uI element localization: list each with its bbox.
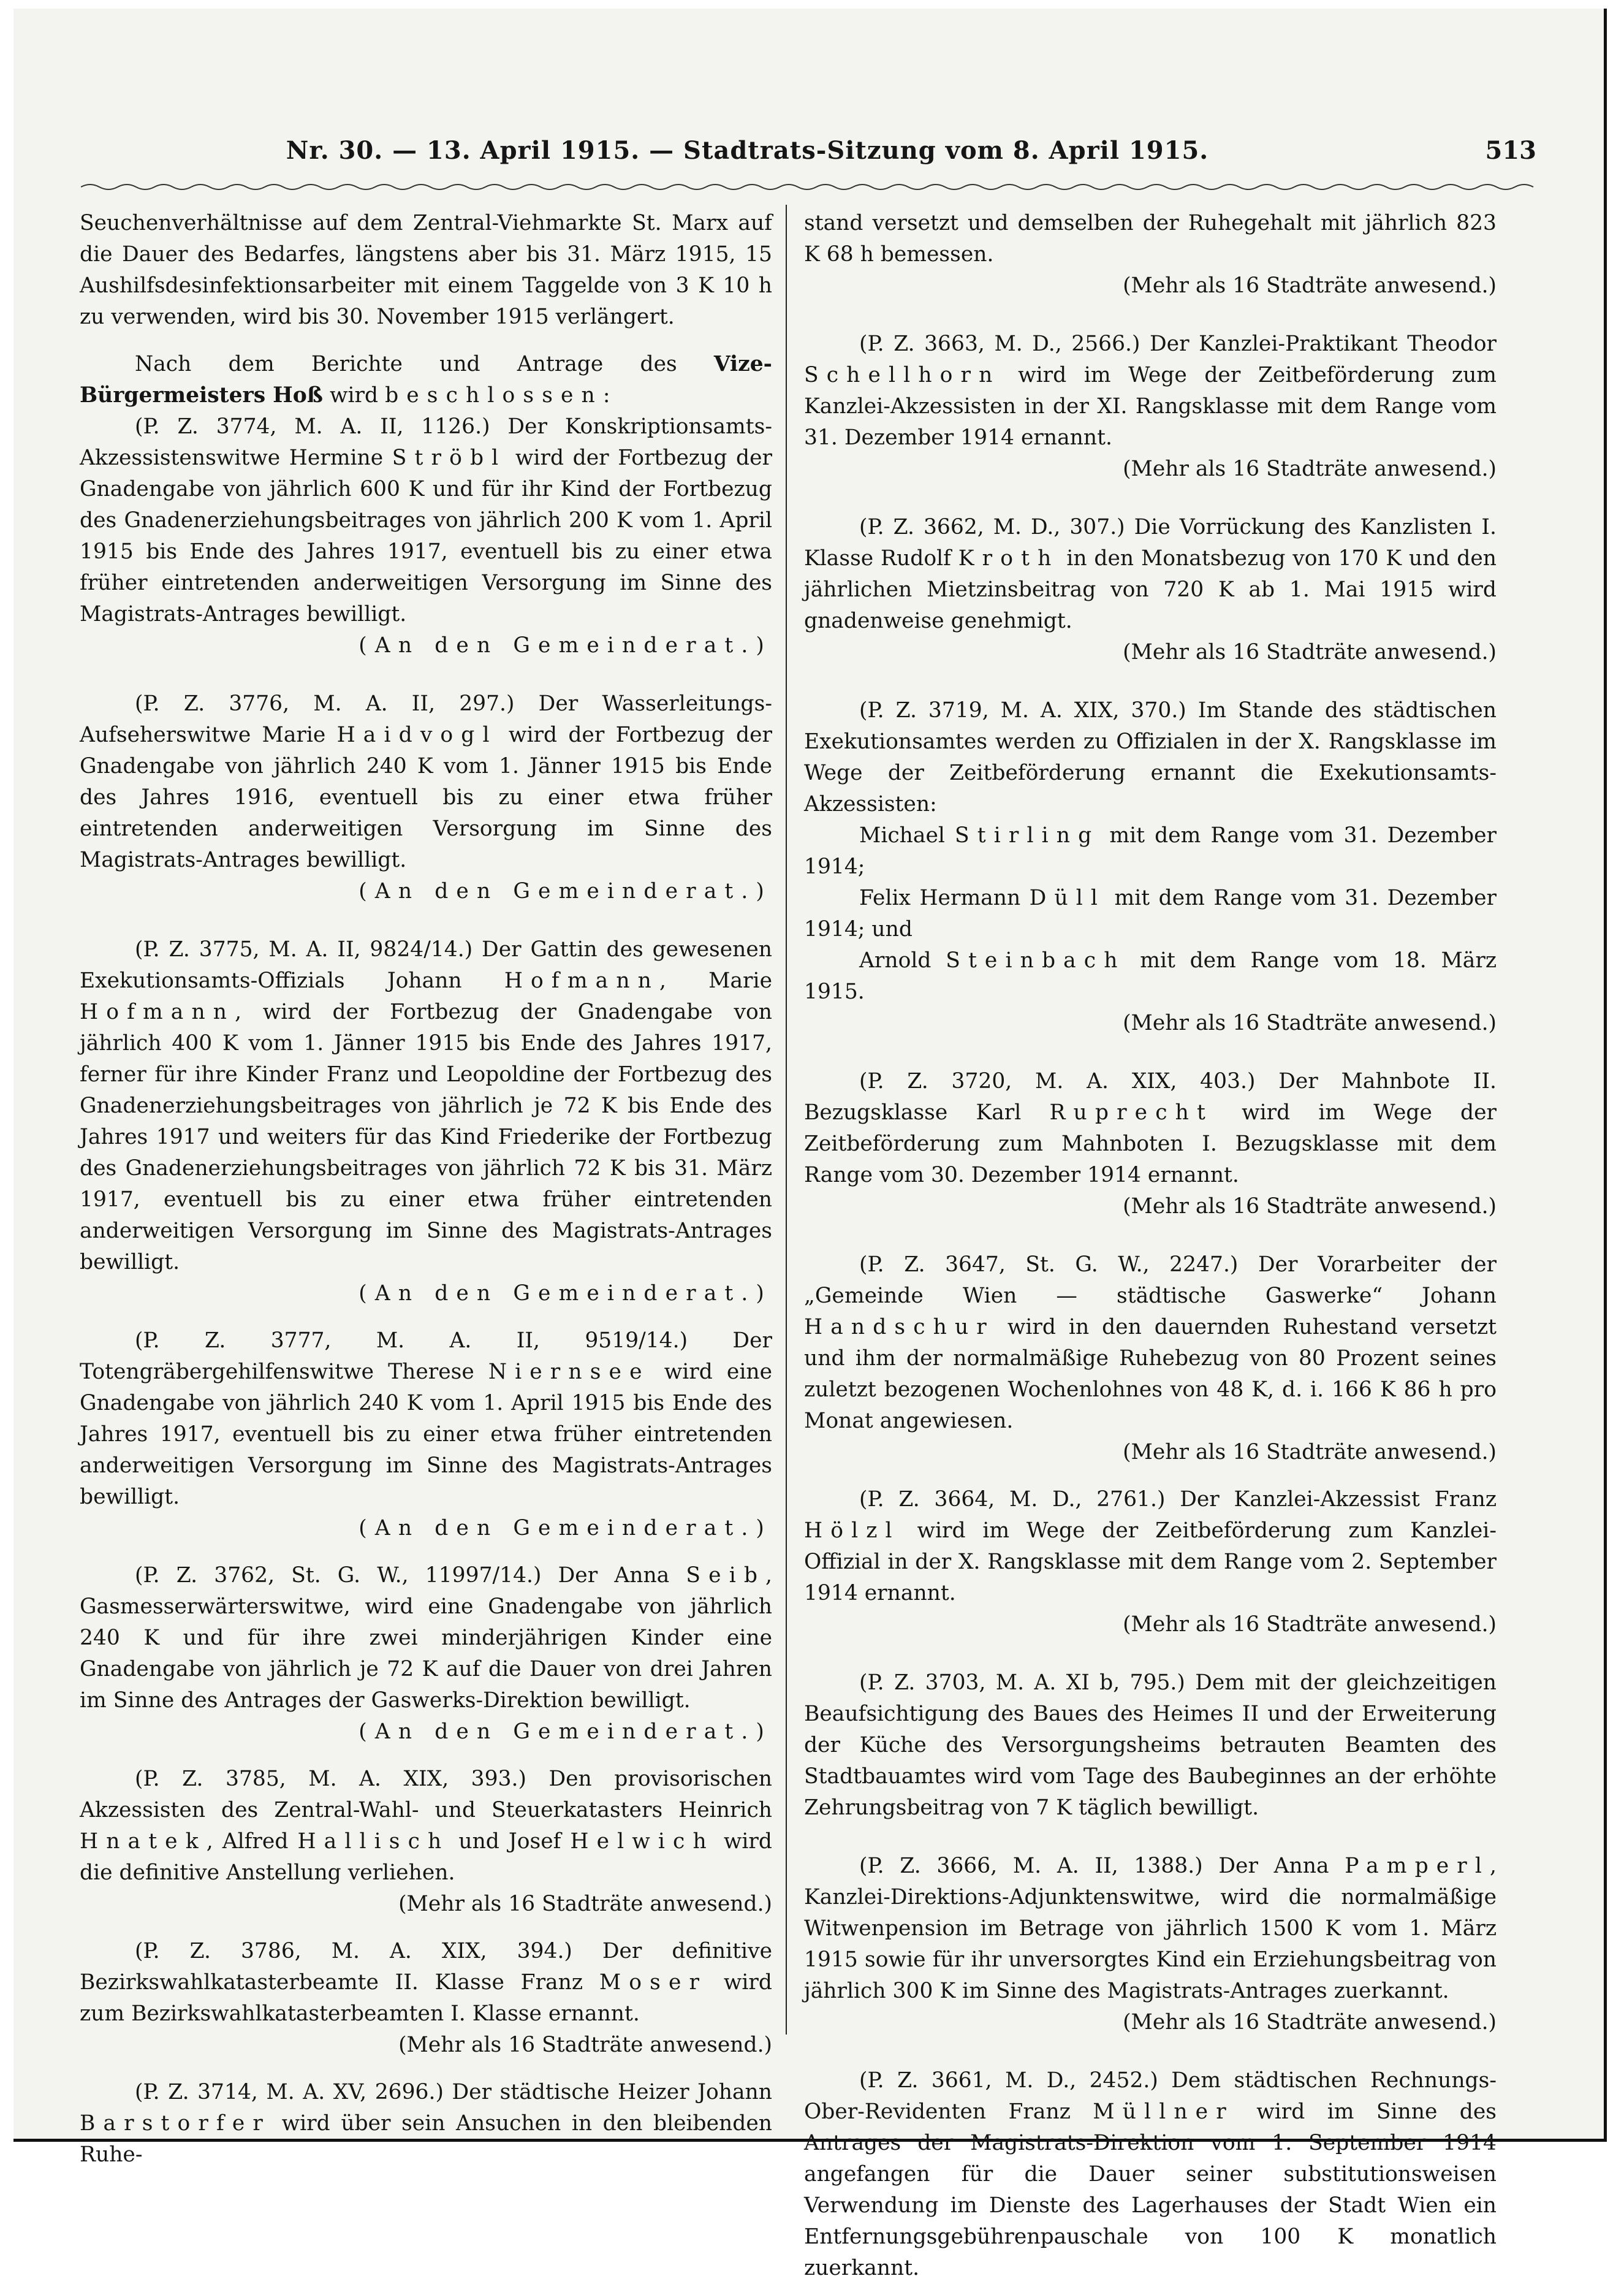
header-title: Nr. 30. — 13. April 1915. — Stadtrats-Sitzung vom 8. April 1915. [286, 136, 1209, 165]
text-segment: (P. Z. 3776, M. A. II, 297.) Der Wasserleitungs-Aufseherswitwe Marie [80, 691, 772, 747]
person-name: Hofmann [504, 969, 659, 993]
text-segment: , Marie [659, 969, 772, 993]
person-name: Hölzl [804, 1518, 900, 1543]
resolution-entry [804, 695, 1497, 820]
entry-note [80, 1716, 772, 1748]
text-segment: (P. Z. 3666, M. A. II, 1388.) Der Anna [859, 1854, 1329, 1878]
text-segment: (Mehr als 16 Stadträte anwesend.) [1123, 1194, 1497, 1219]
person-name: Schellhorn [804, 363, 1001, 387]
person-name: Pamperl [1345, 1854, 1490, 1878]
resolution-entry [80, 1325, 772, 1513]
person-name: Steinbach [946, 948, 1126, 973]
text-segment: wird im Sinne des Antrages der Magistrats-Direktion vom 1. September 1914 angefangen für die Dauer seiner substitutionsweisen Verwendung im Dienste des Lagerhauses der Stadt Wien ein Entfernungsgebührenpauschale von 100 K monatlich zuerkannt. [804, 2099, 1497, 2280]
person-name: Haidvogl [336, 723, 498, 747]
text-segment: , Gasmesserwärterswitwe, wird eine Gnadengabe von jährlich 240 K und für ihre zwei minderjährigen Kinder eine Gnadengabe von jährlich je 72 K auf die Dauer von drei Jahren im Sinne des Antrages der Gaswerks-Direktion bewilligt. [80, 1563, 773, 1713]
text-segment: wird im Wege der Zeitbeförderung zum Kanzlei-Akzessisten in der XI. Rangsklasse mit dem Range vom 31. Dezember 1914 ernannt. [804, 363, 1497, 450]
person-name: Ruprecht [1049, 1100, 1213, 1125]
entry-note [804, 2007, 1497, 2038]
text-segment: in den Monatsbezug von 170 K und den jährlichen Mietzinsbeitrag von 720 K ab 1. Mai 1915 wird gnadenweise genehmigt. [804, 546, 1497, 633]
text-segment: wird über sein Ansuchen in den bleibenden Ruhe- [80, 2111, 772, 2167]
entry-note [80, 1278, 772, 1309]
text-segment: (P. Z. 3703, M. A. XI b, 795.) Dem mit der gleichzeitigen Beaufsichtigung des Baues des Heimes II und der Erweiterung der Küche des Versorgungsheims betrauten Beamten des Stadtbauamtes wird vom Tage des Baubeginnes an der erhöhte Zehrungsbeitrag von 7 K täglich bewilligt. [804, 1670, 1497, 1820]
continued-paragraph [80, 208, 772, 333]
text-segment: (Mehr als 16 Stadträte anwesend.) [1123, 1440, 1497, 1464]
text-segment: Nach dem Berichte und Antrage des [135, 352, 677, 376]
resolution-entry [80, 1936, 772, 2030]
text-segment: stand versetzt und demselben der Ruhegehalt mit jährlich 823 K 68 h bemessen. [804, 211, 1497, 267]
person-name: Stirling [955, 823, 1100, 848]
text-segment: (An den Gemeinderat.) [359, 1281, 772, 1306]
text-segment: (Mehr als 16 Stadträte anwesend.) [1123, 2010, 1497, 2035]
text-segment: (P. Z. 3719, M. A. XIX, 370.) Im Stande des städtischen Exekutionsamtes werden zu Offizialen in der X. Rangsklasse im Wege der Zeitbeförderung ernannt die Exekutionsamts-Akzessisten: [804, 698, 1497, 817]
entry-note [804, 1437, 1497, 1468]
person-name: Kroth [958, 546, 1060, 571]
text-segment: (P. Z. 3785, M. A. XIX, 393.) Den provisorischen Akzessisten des Zentral-Wahl- und Steuerkatasters Heinrich [80, 1767, 772, 1822]
entry-note [80, 630, 772, 661]
text-segment: (Mehr als 16 Stadträte anwesend.) [398, 2033, 772, 2057]
text-segment: wird der Fortbezug der Gnadengabe von jährlich 240 K vom 1. Jänner 1915 bis Ende des Jahres 1916, eventuell bis zu einer etwa früher eintretenden anderweitigen Versorgung im Sinne des Magistrats-Antrages bewilligt. [80, 723, 772, 872]
person-name: Hnatek [80, 1829, 207, 1854]
resolution-entry [804, 1484, 1497, 1609]
text-segment: (P. Z. 3774, M. A. II, 1126.) Der Konskriptionsamts-Akzessistenswitwe Hermine [80, 414, 772, 470]
text-segment: Arnold [859, 948, 932, 973]
text-segment: (P. Z. 3663, M. D., 2566.) Der Kanzlei-Praktikant Theodor [859, 332, 1497, 356]
resolution-entry [80, 2077, 772, 2171]
text-segment: (An den Gemeinderat.) [359, 633, 772, 658]
entry-note [804, 1609, 1497, 1640]
text-segment: wird die definitive Anstellung verliehen. [80, 1829, 772, 1885]
entry-note [80, 2030, 772, 2061]
resolution-entry [804, 512, 1497, 637]
text-segment: mit dem Range vom 18. März 1915. [804, 948, 1497, 1004]
resolution-entry [804, 2065, 1497, 2284]
text-segment: wird eine Gnadengabe von jährlich 240 K vom 1. April 1915 bis Ende des Jahres 1917, eventuell bis zu einer etwa früher eintretenden anderweitigen Versorgung im Sinne des Magistrats-Antrages bewilligt. [80, 1360, 772, 1509]
text-segment: (Mehr als 16 Stadträte anwesend.) [1123, 1011, 1497, 1035]
text-segment: (P. Z. 3720, M. A. XIX, 403.) Der Mahnbote II. Bezugsklasse Karl [804, 1069, 1497, 1125]
text-segment: (P. Z. 3786, M. A. XIX, 394.) Der definitive Bezirkswahlkatasterbeamte II. Klasse Franz [80, 1939, 772, 1995]
entry-note [80, 1513, 772, 1544]
resolution-entry [80, 934, 772, 1278]
text-segment: , wird der Fortbezug der Gnadengabe von jährlich 400 K vom 1. Jänner 1915 bis Ende des Jahres 1917, ferner für ihre Kinder Franz und Leopoldine der Fortbezug des Gnadenerziehungsbeitrages von jährlich je 72 K bis Ende des Jahres 1917 und weiters für das Kind Friederike der Fortbezug des Gnadenerziehungsbeitrages von jährlich 72 K bis 31. März 1917, eventuell bis zu einer etwa früher eintretenden anderweitigen Versorgung im Sinne des Magistrats-Antrages bewilligt. [80, 1000, 772, 1274]
entry-note [80, 876, 772, 907]
text-segment: , Kanzlei-Direktions-Adjunktenswitwe, wird die normalmäßige Witwenpension im Betrage von jährlich 1500 K vom 1. März 1915 sowie für ihr unversorgtes Kind ein Erziehungsbeitrag von jährlich 300 K im Sinne des Magistrats-Antrages zuerkannt. [804, 1854, 1497, 2003]
text-segment: (An den Gemeinderat.) [359, 879, 772, 904]
text-segment: , Alfred [206, 1829, 289, 1854]
resolution-entry [804, 329, 1497, 454]
resolution-entry [80, 411, 772, 630]
text-segment: (P. Z. 3714, M. A. XV, 2696.) Der städtische Heizer Johann [135, 2080, 772, 2104]
speaker-name: Vize-Bürgermeisters Hoß [80, 352, 772, 408]
text-segment: (An den Gemeinderat.) [359, 1719, 772, 1744]
text-segment: (Mehr als 16 Stadträte anwesend.) [398, 1892, 772, 1916]
resolution-entry [804, 1667, 1497, 1824]
text-segment: wird [329, 383, 379, 408]
text-segment: Felix Hermann [859, 886, 1021, 910]
resolution-entry [804, 1066, 1497, 1191]
resolution-entry [804, 1249, 1497, 1437]
entry-note [804, 1191, 1497, 1222]
header-wavy-rule [81, 180, 1539, 194]
text-segment: (Mehr als 16 Stadträte anwesend.) [1123, 273, 1497, 298]
person-name: Müllner [1093, 2099, 1234, 2124]
person-name: Helwich [570, 1829, 715, 1854]
resolution-intro [80, 349, 772, 411]
resolution-entry [80, 1560, 772, 1716]
appointee-line [804, 820, 1497, 883]
text-segment: wird in den dauernden Ruhestand versetzt und ihm der normalmäßige Ruhebezug von 80 Prozent seines zuletzt bezogenen Wochenlohnes von 48 K, d. i. 166 K 86 h pro Monat angewiesen. [804, 1315, 1497, 1433]
appointee-line [804, 945, 1497, 1008]
page-number: 513 [1485, 136, 1536, 165]
text-segment: wird der Fortbezug der Gnadengabe von jährlich 600 K und für ihr Kind der Fortbezug des Gnadenerziehungsbeitrages von jährlich 200 K vom 1. April 1915 bis Ende des Jahres 1917, eventuell bis zu einer etwa früher eintretenden anderweitigen Versorgung im Sinne des Magistrats-Antrages bewilligt. [80, 446, 773, 626]
text-segment: (P. Z. 3662, M. D., 307.) Die Vorrückung des Kanzlisten I. Klasse Rudolf [804, 515, 1497, 571]
text-segment: (Mehr als 16 Stadträte anwesend.) [1123, 640, 1497, 664]
text-segment: (Mehr als 16 Stadträte anwesend.) [1123, 457, 1497, 481]
text-segment: (P. Z. 3647, St. G. W., 2247.) Der Vorarbeiter der „Gemeinde Wien — städtische Gaswerke“ Johann [804, 1252, 1497, 1308]
text-segment: (P. Z. 3664, M. D., 2761.) Der Kanzlei-Akzessist Franz [859, 1487, 1497, 1512]
resolution-entry [80, 688, 772, 876]
text-segment: mit dem Range vom 31. Dezember 1914; und [804, 886, 1497, 942]
person-name: Barstorfer [80, 2111, 271, 2136]
text-segment: beschlossen: [385, 383, 618, 408]
text-segment: Seuchenverhältnisse auf dem Zentral-Viehmarkte St. Marx auf die Dauer des Bedarfes, längstens aber bis 31. März 1915, 15 Aushilfsdesinfektionsarbeiter mit einem Taggelde von 3 K 10 h zu verwenden, wird bis 30. November 1915 verlängert. [80, 211, 772, 329]
text-segment: (P. Z. 3661, M. D., 2452.) Dem städtischen Rechnungs-Ober-Revidenten Franz [804, 2068, 1497, 2124]
text-segment: wird im Wege der Zeitbeförderung zum Mahnboten I. Bezugsklasse mit dem Range vom 30. Dezember 1914 ernannt. [804, 1100, 1497, 1187]
text-segment: (P. Z. 3775, M. A. II, 9824/14.) Der Gattin des gewesenen Exekutionsamts-Offizials Johann [80, 937, 772, 993]
right-column [804, 208, 1497, 2284]
person-name: Hofmann [80, 1000, 235, 1024]
text-segment: wird im Wege der Zeitbeförderung zum Kanzlei-Offizial in der X. Rangsklasse mit dem Range vom 2. September 1914 ernannt. [804, 1518, 1497, 1605]
text-segment: wird zum Bezirkswahlkatasterbeamten I. Klasse ernannt. [80, 1970, 773, 2026]
column-divider [786, 205, 787, 2035]
resolution-entry [804, 1851, 1497, 2007]
page-header [81, 136, 1536, 177]
text-segment: (P. Z. 3777, M. A. II, 9519/14.) Der Totengräbergehilfenswitwe Therese [80, 1328, 772, 1384]
text-segment: (Mehr als 16 Stadträte anwesend.) [1123, 1612, 1497, 1637]
continued-paragraph [804, 208, 1497, 270]
person-name: Handschur [804, 1315, 995, 1339]
entry-note [80, 1889, 772, 1920]
text-segment: und Josef [458, 1829, 561, 1854]
entry-note [804, 270, 1497, 302]
text-segment: mit dem Range vom 31. Dezember 1914; [804, 823, 1497, 879]
person-name: Seib [686, 1563, 766, 1588]
text-segment: Michael [859, 823, 945, 848]
resolution-entry [80, 1764, 772, 1889]
appointee-line [804, 883, 1497, 945]
person-name: Niernsee [488, 1360, 650, 1384]
text-segment: (An den Gemeinderat.) [359, 1516, 772, 1540]
entry-note [804, 1008, 1497, 1039]
left-column [80, 208, 772, 2171]
document-page [13, 9, 1607, 2280]
entry-note [804, 454, 1497, 485]
entry-note [804, 637, 1497, 668]
person-name: Düll [1029, 886, 1106, 910]
person-name: Hallisch [297, 1829, 450, 1854]
person-name: Moser [599, 1970, 708, 1995]
text-segment: (P. Z. 3762, St. G. W., 11997/14.) Der Anna [135, 1563, 670, 1588]
person-name: Ströbl [392, 446, 507, 470]
